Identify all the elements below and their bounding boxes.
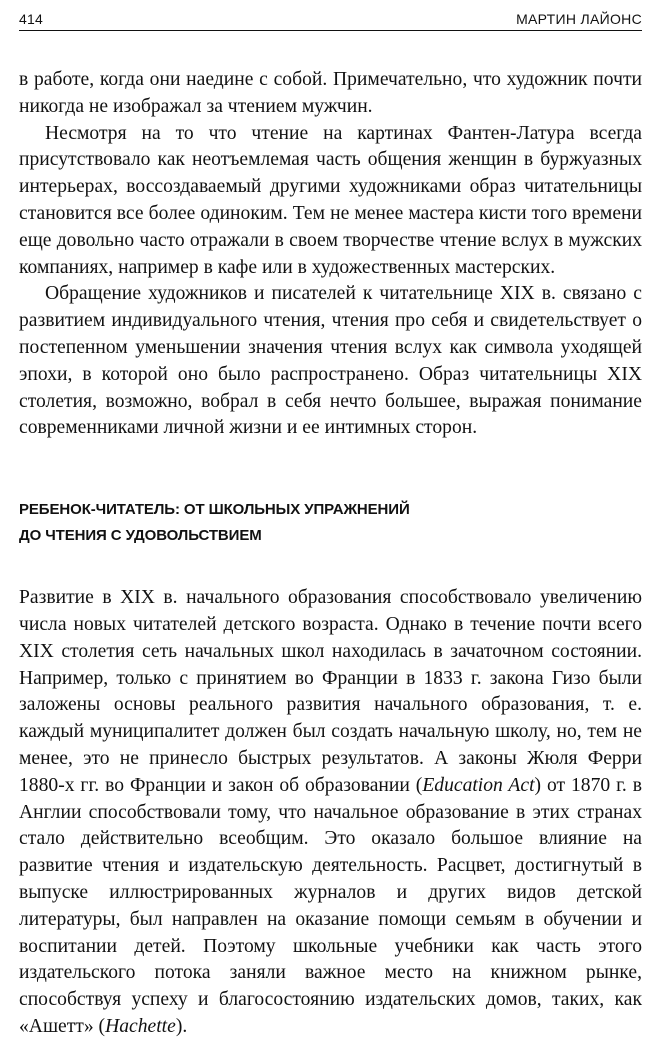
section-heading [19, 497, 642, 549]
running-header [19, 8, 642, 31]
italic-title: Hachette [105, 1015, 176, 1037]
italic-title: Education Act [422, 774, 535, 796]
section-heading-line: РЕБЕНОК-ЧИТАТЕЛЬ: ОТ ШКОЛЬНЫХ УПРАЖНЕНИЙ [19, 501, 410, 519]
section-paragraph [19, 585, 642, 1041]
body-text [19, 67, 642, 442]
book-page [19, 8, 642, 1056]
section-body [19, 585, 642, 1041]
paragraph-continuation: в работе, когда они наедине с собой. Примечательно, что художник почти никогда не изображал за чтением мужчин. [19, 69, 642, 117]
paragraph: Обращение художников и писателей к читательнице XIX в. связано с развитием индивидуального чтения, чтения про себя и свидетельствует о постепенном уменьшении значения чтения вслух как символа уходящей эпохи, в которой оно было распространено. Образ читательницы XIX столетия, возможно, вобрал в себя нечто большее, выражая понимание современниками личной жизни и ее интимных сторон. [19, 283, 642, 439]
text-run: ). [175, 1015, 188, 1037]
section-heading-line: ДО ЧТЕНИЯ С УДОВОЛЬСТВИЕМ [19, 527, 262, 545]
text-run: Развитие в XIX в. начального образования способствовало увеличению числа новых читателей детского возраста. Однако в течение почти всего XIX столетия сеть начальных школ находилась в зачаточном состоянии. Например, только с принятием во Франции в 1833 г. закона Гизо были заложены основы реального развития начального образования, т. е. каждый муниципалитет должен был создать начальную школу, но, тем не менее, это не принесло быстрых результатов. А законы Жюля Ферри 1880-х гг. во Франции и закон об образовании ( [19, 587, 642, 796]
text-run: ) от 1870 г. в Англии способствовали тому, что начальное образование в этих странах стало действительно всеобщим. Это оказало большое влияние на развитие чтения и издательскую деятельность. Расцвет, достигнутый в выпуске иллюстрированных журналов и других видов детской литературы, был направлен на оказание помощи семьям в обучении и воспитании детей. Поэтому школьные учебники как часть этого издательского потока заняли важное место на книжном рынке, способствуя успеху и благосостоянию издательских домов, таких, как «Ашетт» ( [19, 774, 642, 1037]
page-number: 414 [19, 11, 43, 27]
paragraph: Несмотря на то что чтение на картинах Фантен-Латура всегда присутствовало как неотъемлемая часть общения женщин в буржуазных интерьерах, воссоздаваемый другими художниками образ читательницы становится все более одиноким. Тем не менее мастера кисти того времени еще довольно часто отражали в своем творчестве чтение вслух в мужских компаниях, например в кафе или в художественных мастерских. [19, 122, 642, 278]
running-title: МАРТИН ЛАЙОНС [516, 11, 642, 27]
